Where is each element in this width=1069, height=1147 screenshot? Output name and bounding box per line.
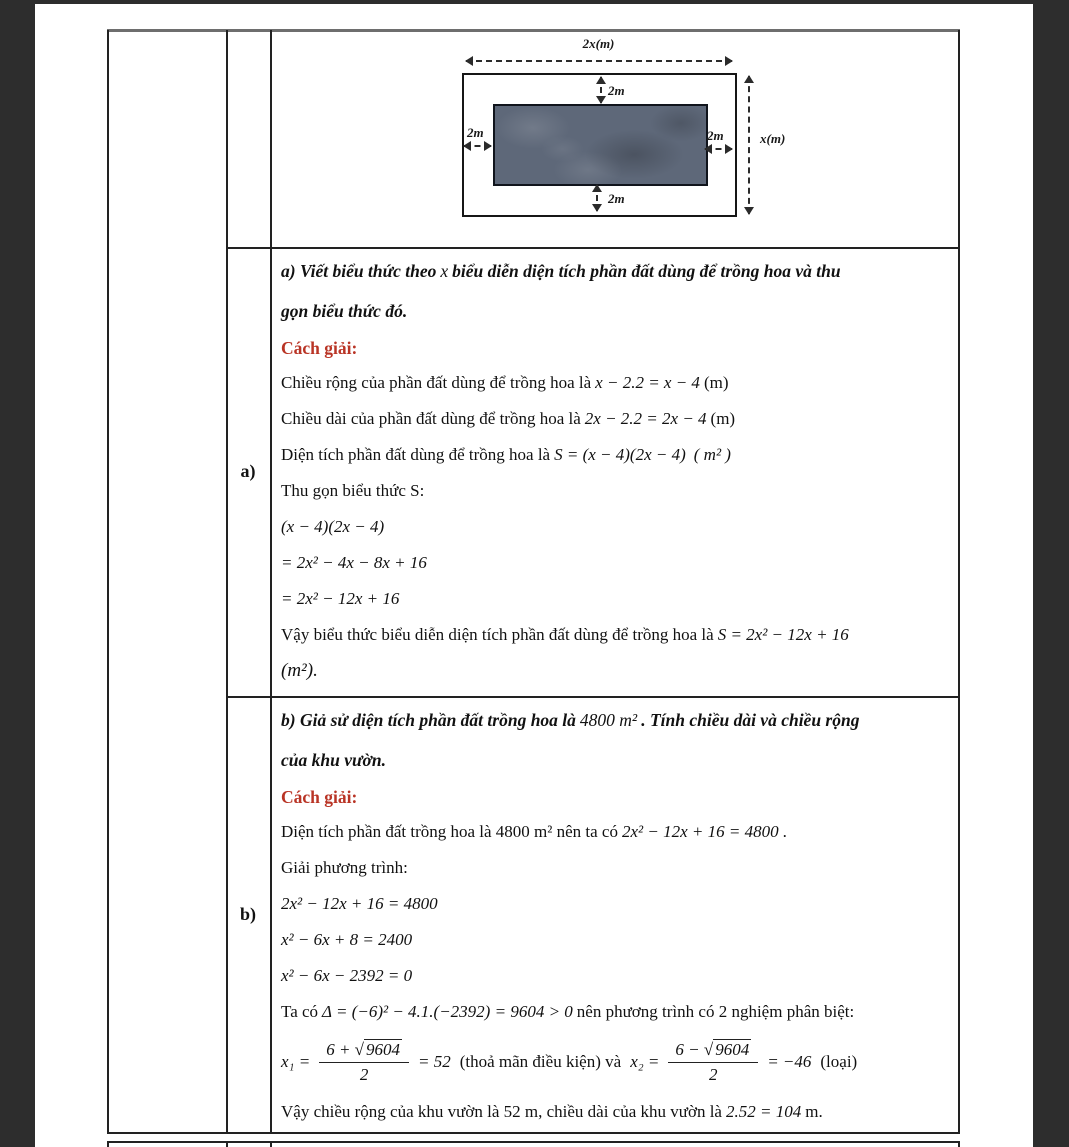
bottom-margin-arrow (596, 185, 598, 211)
line-math: x² − 6x − 2392 = 0 (281, 966, 413, 985)
next-row-col3-stub (270, 1143, 272, 1147)
root1-denominator: 2 (359, 1065, 369, 1084)
line-math: = 2x² − 12x + 16 (281, 589, 400, 608)
part-b-method-heading: Cách giải: (281, 787, 358, 807)
line-text: . (782, 822, 787, 841)
root1-radicand: 9604 (366, 1039, 400, 1059)
statement-math: 4800 m² (579, 710, 638, 730)
solution-line (281, 617, 953, 653)
solution-line (281, 653, 953, 689)
roots-equation-line (281, 1030, 953, 1094)
root2-denominator: 2 (709, 1065, 718, 1084)
right-edge-bar (1033, 0, 1069, 1147)
outer-height-label: x(m) (760, 131, 786, 146)
line-text: Giải phương trình: (281, 858, 408, 877)
left-margin-label: 2m (467, 125, 484, 140)
top-edge-bar (0, 0, 1069, 4)
right-margin-arrow (705, 148, 732, 150)
next-row-top-border (107, 1141, 960, 1143)
line-text: Chiều dài của phần đất dùng để trồng hoa là (281, 409, 581, 428)
root2-lhs: x₂ = (630, 1052, 660, 1071)
root1-fraction (319, 1039, 409, 1086)
root1-num-prefix: 6 + √ (326, 1039, 364, 1059)
line-math: S = (x − 4)(2x − 4) (554, 445, 686, 464)
solution-line (281, 850, 953, 886)
flower-bed-rectangle (493, 104, 708, 186)
statement-text: b) Giả sử diện tích phần đất trồng hoa là (281, 710, 576, 730)
table-top-border (107, 29, 960, 32)
row-a-label-cell (226, 247, 270, 696)
line-math: Δ = (−6)² − 4.1.(−2392) = 9604 > 0 (322, 1002, 573, 1021)
table-left-border (107, 30, 109, 1134)
part-a-content (281, 251, 953, 689)
line-math: = 2x² − 4x − 8x + 16 (281, 553, 427, 572)
solution-line (281, 922, 953, 958)
line-math: 2.52 = 104 (725, 1102, 802, 1121)
solution-line (281, 886, 953, 922)
root2-fraction (668, 1039, 758, 1086)
line-math: x − 2.2 = x − 4 (595, 373, 700, 392)
right-margin-label: 2m (707, 128, 724, 143)
statement-text: a) Viết biểu thức theo (281, 261, 437, 281)
next-row-col2-stub (226, 1143, 228, 1147)
line-text: Diện tích phần đất trồng hoa là 4800 m² nên ta có (281, 822, 618, 841)
statement-text: . Tính chiều dài và chiều rộng (641, 710, 860, 730)
row-a-top-border (226, 247, 960, 249)
outer-height-arrow (748, 76, 750, 214)
root1-numerator (319, 1039, 409, 1063)
solution-line (281, 545, 953, 581)
solution-line (281, 958, 953, 994)
line-text: Vậy chiều rộng của khu vườn là 52 m, chiều dài của khu vườn là (281, 1102, 722, 1121)
bottom-margin-label: 2m (608, 191, 625, 206)
line-unit: ( m² ) (693, 445, 731, 464)
solution-line (281, 437, 953, 473)
garden-diagram (271, 33, 959, 247)
outer-width-arrow (466, 60, 732, 62)
part-b-statement-line2: của khu vườn. (281, 750, 386, 770)
root1-lhs: x₁ = (281, 1052, 311, 1071)
line-text: nên phương trình có 2 nghiệm phân biệt: (576, 1002, 855, 1021)
root2-num-prefix: 6 − √ (675, 1039, 714, 1059)
solution-line (281, 473, 953, 509)
part-a-statement-line2: gọn biểu thức đó. (281, 301, 408, 321)
part-a-statement-line1 (281, 251, 953, 291)
root2-radicand: 9604 (715, 1039, 750, 1059)
root1-note: (thoả mãn điều kiện) và (459, 1052, 622, 1071)
line-text: Chiều rộng của phần đất dùng để trồng hoa là (281, 373, 592, 392)
line-unit: (m) (703, 373, 729, 392)
conclusion-line (281, 1094, 953, 1130)
solution-line (281, 365, 953, 401)
outer-width-label: 2x(m) (582, 36, 615, 51)
line-math: S = 2x² − 12x + 16 (717, 625, 849, 644)
row-b-label-cell (226, 696, 270, 1132)
solution-line (281, 814, 953, 850)
line-math: 2x² − 12x + 16 = 4800 (621, 822, 779, 841)
line-text: Diện tích phần đất dùng để trồng hoa là (281, 445, 551, 464)
part-a-method-heading: Cách giải: (281, 338, 358, 358)
root2-value: = −46 (767, 1052, 812, 1071)
line-math: 2x² − 12x + 16 = 4800 (281, 894, 438, 913)
row-a-label: a) (240, 461, 256, 481)
next-row-left-stub (107, 1143, 109, 1147)
solution-line (281, 581, 953, 617)
solution-line (281, 509, 953, 545)
left-margin-arrow (464, 145, 491, 147)
top-margin-arrow (600, 77, 602, 103)
line-math: x² − 6x + 8 = 2400 (281, 930, 413, 949)
statement-text: biểu diễn diện tích phần đất dùng để trồng hoa và thu (452, 261, 841, 281)
line-text: Vậy biểu thức biểu diễn diện tích phần đất dùng để trồng hoa là (281, 625, 714, 644)
top-margin-label: 2m (608, 83, 625, 98)
root1-value: = 52 (418, 1052, 451, 1071)
row-b-label: b) (239, 903, 256, 924)
line-math: 2x − 2.2 = 2x − 4 (584, 409, 707, 428)
root2-numerator (668, 1039, 758, 1063)
solution-line (281, 994, 953, 1030)
line-unit: (m) (710, 409, 736, 428)
line-math: (m²). (281, 660, 318, 681)
next-row-right-stub (958, 1143, 960, 1147)
row-b-top-border (226, 696, 960, 698)
part-b-statement-line1 (281, 700, 953, 740)
statement-math: x (440, 261, 449, 281)
solution-line (281, 401, 953, 437)
line-text: Ta có (281, 1002, 319, 1021)
root2-note: (loại) (820, 1052, 858, 1071)
row-b-bottom-border (107, 1132, 960, 1134)
part-b-content (281, 700, 953, 1130)
line-math: (x − 4)(2x − 4) (281, 517, 385, 536)
line-unit: m. (805, 1102, 823, 1121)
left-edge-bar (0, 0, 35, 1147)
line-text: Thu gọn biểu thức S: (281, 481, 425, 500)
